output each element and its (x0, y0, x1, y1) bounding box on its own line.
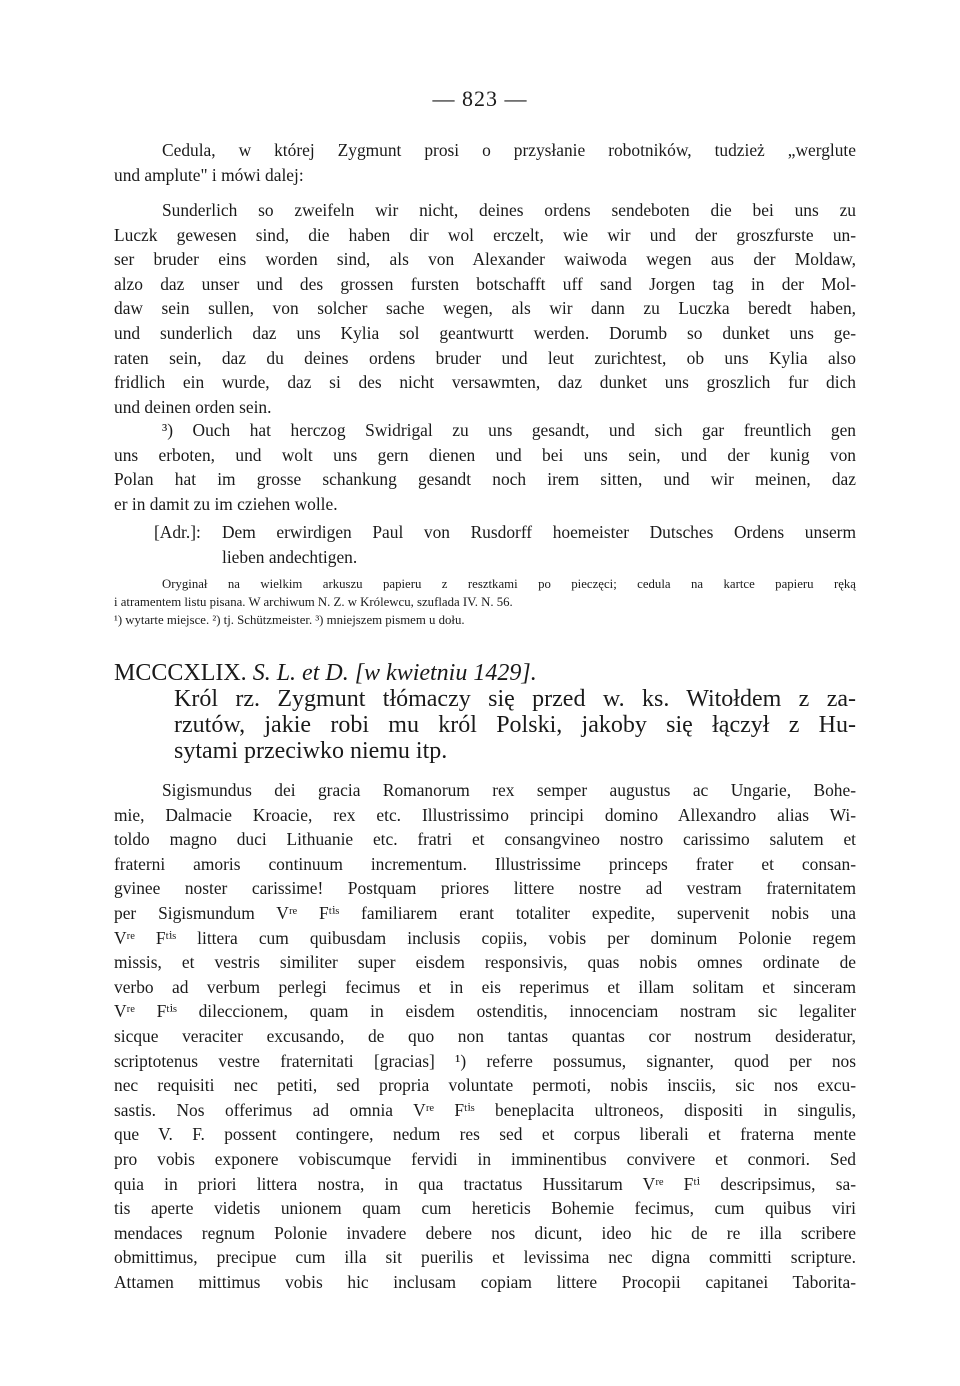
note-line: i atramentem listu pisana. W archiwum N. Z. w Królewcu, szuflada IV. N. 56. (114, 595, 513, 609)
editorial-notes (114, 575, 856, 629)
document-source: S. L. et D. (252, 660, 349, 686)
page-number: — 823 — (432, 86, 528, 111)
summary-line: sytami przeciwko niemu itp. (174, 738, 448, 764)
text-line: er in damit zu im cziehen wolle. (114, 493, 338, 514)
text-line: pro vobis exponere vobiscumque fervidi in imminentibus convivere et conmori. Sed (114, 1148, 856, 1169)
text-line: Vʳᵉ Fᵗⁱˢ dileccionem, quam in eisdem ostenditis, innocenciam nostram sic legaliter (114, 1001, 856, 1022)
heading-line (114, 660, 856, 686)
text-line: scriptotenus vestre fraternitati [gracias] ¹) referre possumus, signanter, quod per nos (114, 1050, 856, 1071)
document-heading (114, 660, 856, 764)
text-line: und amplute" i mówi dalej: (114, 164, 304, 185)
text-line: uns erboten, und wolt uns gern dienen und bei uns sein, und der kunig von (114, 444, 856, 465)
text-line: Attamen mittimus vobis hic inclusam copiam littere Procopii capitanei Taborita- (114, 1271, 856, 1292)
text-line: mendaces regnum Polonie invadere debere nos dicunt, ideo hic de re illa scribere (114, 1222, 856, 1243)
text-line: alzo daz unser und des grossen fursten botschafft uff sand Jorgen tag in der Mol- (114, 273, 856, 294)
text-line: ³) Ouch hat herczog Swidrigal zu uns gesandt, und sich gar freuntlich gen (162, 420, 856, 440)
text-line: daw sein sullen, von solcher sache wegen, als wir dann zu Luczka beredt haben, (114, 298, 856, 319)
text-line: per Sigismundum Vʳᵉ Fᵗⁱˢ familiarem erant totaliter expedite, supervenit nobis una (114, 902, 856, 923)
text-line: Sigismundus dei gracia Romanorum rex semper augustus ac Ungarie, Bohe- (162, 780, 856, 800)
footnote-line: ¹) wytarte miejsce. ²) tj. Schützmeister. ³) mniejszem pismem u dołu. (114, 613, 465, 627)
summary-line: rzutów, jakie robi mu król Polski, jakoby się łączył z Hu- (174, 712, 856, 738)
text-line: missis, et vestris similiter super eisdem responsivis, quas nobis omnes ordinate de (114, 952, 856, 973)
text-line: tis aperte videtis unionem quam cum hereticis Bohemie fecimus, cum quibus viri (114, 1198, 856, 1219)
text-line: mie, Dalmacie Kroacie, rex etc. Illustrissimo principi domino Allexandro alias Wi- (114, 804, 856, 825)
address-label: [Adr.]: (154, 522, 201, 542)
text-line: quia in priori littera nostra, in qua tractatus Hussitarum Vʳᵉ Fᵗⁱ descripsimus, sa- (114, 1173, 856, 1194)
text-line: fridlich ein wurde, daz si des nicht versawmten, daz dunket uns groszlich fur dich (114, 372, 856, 393)
document-number: MCCCXLIX. (114, 660, 247, 686)
text-line: Vʳᵉ Fᵗⁱˢ littera cum quibusdam inclusis copiis, vobis per dominum Polonie regem (114, 927, 856, 948)
note-line: Oryginał na wielkim arkuszu papieru z resztkami po pieczęci; cedula na kartce papieru ręką (162, 577, 856, 591)
text-line: Sunderlich so zweifeln wir nicht, deines ordens sendeboten die bei uns zu (162, 200, 856, 220)
latin-paragraph (114, 778, 856, 1294)
intro-paragraph (114, 138, 856, 187)
text-line: Luczk gewesen sind, die haben dir wol erczelt, wie wir und der groszfurste un- (114, 224, 856, 245)
text-line: sastis. Nos offerimus ad omnia Vʳᵉ Fᵗⁱˢ beneplacita ultroneos, dispositi in singulis, (114, 1099, 856, 1120)
text-line: gvinee noster carissime! Postquam priores littere nostre ad vestram fraternitatem (114, 878, 856, 899)
address-block (114, 520, 856, 569)
text-line: Dem erwirdigen Paul von Rusdorff hoemeister Dutsches Ordens unserm (222, 522, 856, 542)
text-line: raten sein, daz du deines ordens bruder und leut zurichtest, ob uns Kylia also (114, 347, 856, 368)
text-line: sicque veraciter excusando, de quo non tantas quantas cor nostrum desideratur, (114, 1025, 856, 1046)
text-line: lieben andechtigen. (222, 546, 358, 567)
text-line: Polan hat im grosse schankung gesandt noch irem sitten, und wir meinen, daz (114, 469, 856, 490)
summary-line: Król rz. Zygmunt tłómaczy się przed w. ks. Witołdem z za- (174, 686, 856, 712)
text-line: ser bruder eins worden sind, als von Alexander waiwoda wegen aus der Moldaw, (114, 249, 856, 270)
text-line: fraterni amoris continuum incrementum. Illustrissime princeps frater et consan- (114, 853, 856, 874)
text-line: und deinen orden sein. (114, 396, 272, 417)
text-line: obmittimus, precipue cum illa sit puerilis et levissima nec digna committi scripture. (114, 1247, 856, 1268)
text-line: toldo magno duci Lithuanie etc. fratri et consangvineo nostro carissimo salutem et (114, 829, 856, 850)
text-line: verbo ad verbum perlegi fecimus et in eis reperimus et illam solitam et sinceram (114, 976, 856, 997)
address-text (222, 520, 856, 569)
text-line: nec requisiti nec petiti, sed propria voluntate permoti, nobis insciis, sic nos excu- (114, 1075, 856, 1096)
german-paragraph (114, 198, 856, 419)
text-line: und sunderlich daz uns Kylia sol geantwurtt werden. Dorumb so dunket uns ge- (114, 322, 856, 343)
ouch-paragraph (114, 418, 856, 516)
text-line: Cedula, w której Zygmunt prosi o przysłanie robotników, tudzież „werglute (162, 140, 856, 160)
text-line: que V. F. possent contingere, nedum res sed et corpus liberali et fraterna mente (114, 1124, 856, 1145)
document-date: [w kwietniu 1429]. (354, 660, 537, 686)
